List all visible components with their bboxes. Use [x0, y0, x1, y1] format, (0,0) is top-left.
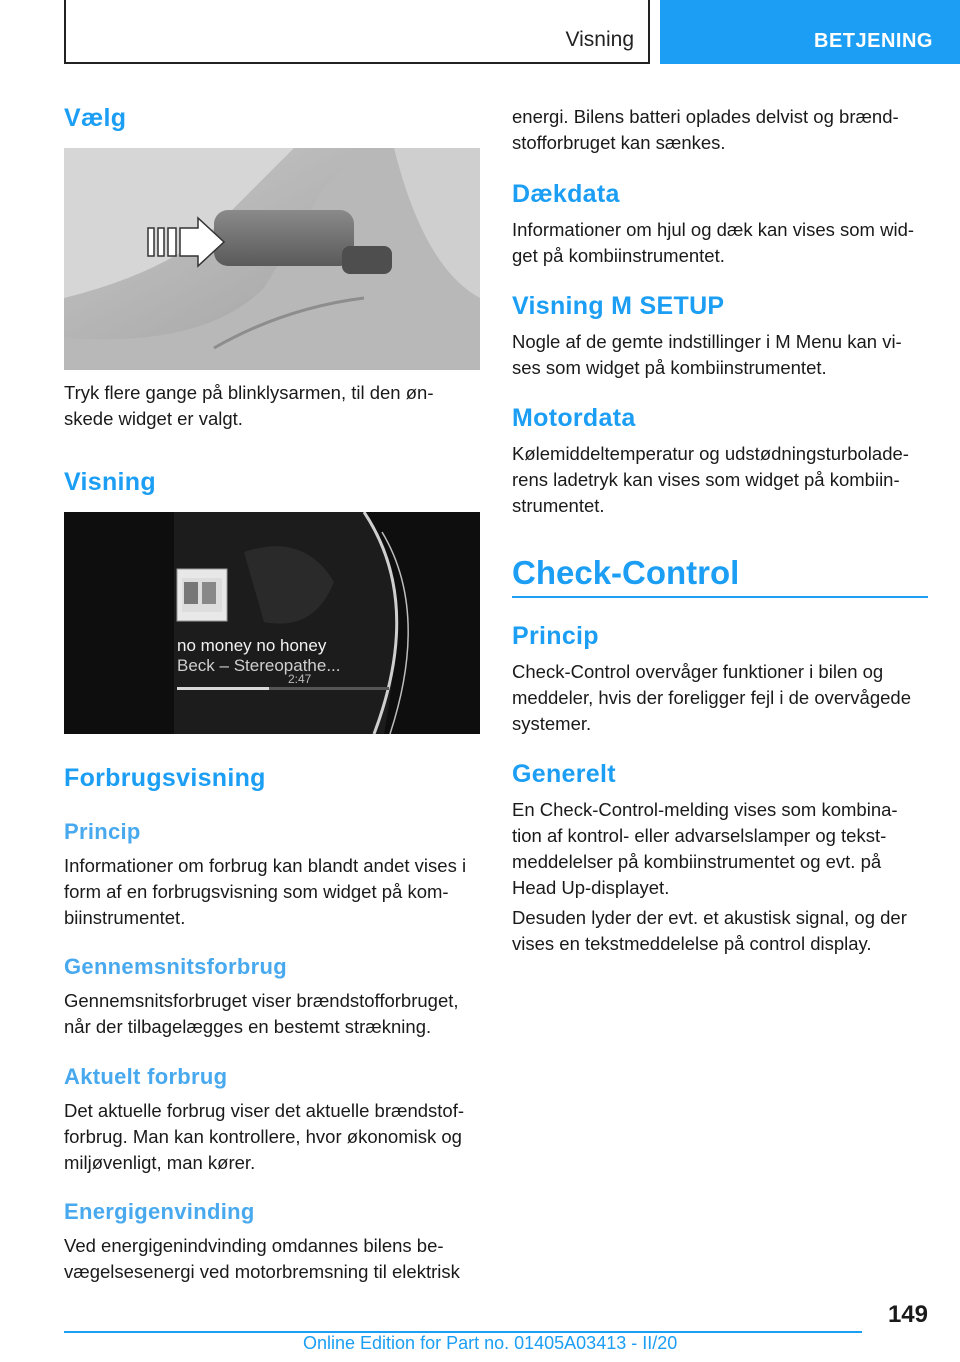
header-chapter-title: BETJENING [814, 30, 933, 52]
heading-visning-m-setup: Visning M SETUP [512, 292, 725, 320]
display-artist: Beck – Stereopathe... [177, 656, 341, 675]
heading-generelt: Generelt [512, 760, 616, 788]
daekdata-text: Informationer om hjul og dæk kan vises som wid- get på kombiinstrumentet. [512, 219, 915, 266]
instrument-display-photo [64, 512, 480, 734]
heading-check-control: Check-Control [512, 554, 740, 591]
heading-energigenvinding: Energigenvinding [64, 1199, 255, 1224]
header-section-title: Visning [565, 28, 634, 51]
heading-princip-left: Princip [64, 819, 141, 844]
heading-aktuelt-forbrug: Aktuelt forbrug [64, 1064, 228, 1089]
desuden-text: Desuden lyder der evt. et akustisk signal, og der vises en tekstmeddelelse på control display. [512, 907, 907, 954]
m-setup-text: Nogle af de gemte indstillinger i M Menu kan vi- ses som widget på kombiinstrumentet. [512, 331, 902, 378]
display-time: 2:47 [288, 672, 312, 686]
princip-text-left: Informationer om forbrug kan blandt andet vises i form af en forbrugsvisning som widget på kom- biinstrumentet. [64, 855, 467, 928]
heading-motordata: Motordata [512, 404, 636, 432]
energi-text: Ved energigenindvinding omdannes bilens be- vægelsesenergi ved motorbremsning til elektrisk [64, 1235, 460, 1282]
vaelg-instruction [64, 380, 480, 432]
generelt-text: En Check-Control-melding vises som kombina- tion af kontrol- eller advarselslamper og tekst- meddelelser på kombiinstrumentet og evt. på Head Up-displayet. [512, 799, 898, 898]
aktuelt-text: Det aktuelle forbrug viser det aktuelle brændstof- forbrug. Man kan kontrollere, hvor økonomisk og miljøvenligt, man kører. [64, 1100, 465, 1173]
page-number: 149 [887, 1301, 928, 1328]
vaelg-instruction-line-1: Tryk flere gange på blinklysarmen, til den øn- [64, 382, 434, 403]
heading-gennemsnitsforbrug: Gennemsnitsforbrug [64, 954, 287, 979]
footer-edition: Online Edition for Part no. 01405A03413 - II/20 [303, 1333, 678, 1353]
heading-vaelg: Vælg [64, 104, 127, 132]
blinker-lever-illustration [64, 148, 480, 370]
princip-text-right: Check-Control overvåger funktioner i bilen og meddeler, hvis der foreligger fejl i de overvågede systemer. [512, 661, 912, 734]
heading-daekdata: Dækdata [512, 180, 620, 208]
vaelg-instruction-line-2: skede widget er valgt. [64, 408, 243, 429]
display-song-title: no money no honey [177, 636, 327, 655]
heading-princip-right: Princip [512, 622, 599, 650]
gennemsnit-text: Gennemsnitsforbruget viser brændstofforbruget, når der tilbagelægges en bestemt strækning. [64, 990, 459, 1037]
motordata-text: Kølemiddeltemperatur og udstødningsturbolade- rens ladetryk kan vises som widget på kombiin- strumentet. [512, 443, 909, 516]
energi-continued-text: energi. Bilens batteri oplades delvist og brænd- stofforbruget kan sænkes. [512, 106, 899, 153]
header-section-box [64, 0, 650, 64]
header-chapter-tab [660, 0, 960, 64]
check-control-rule [512, 596, 928, 598]
heading-visning: Visning [64, 468, 156, 496]
heading-forbrugsvisning: Forbrugsvisning [64, 764, 266, 792]
